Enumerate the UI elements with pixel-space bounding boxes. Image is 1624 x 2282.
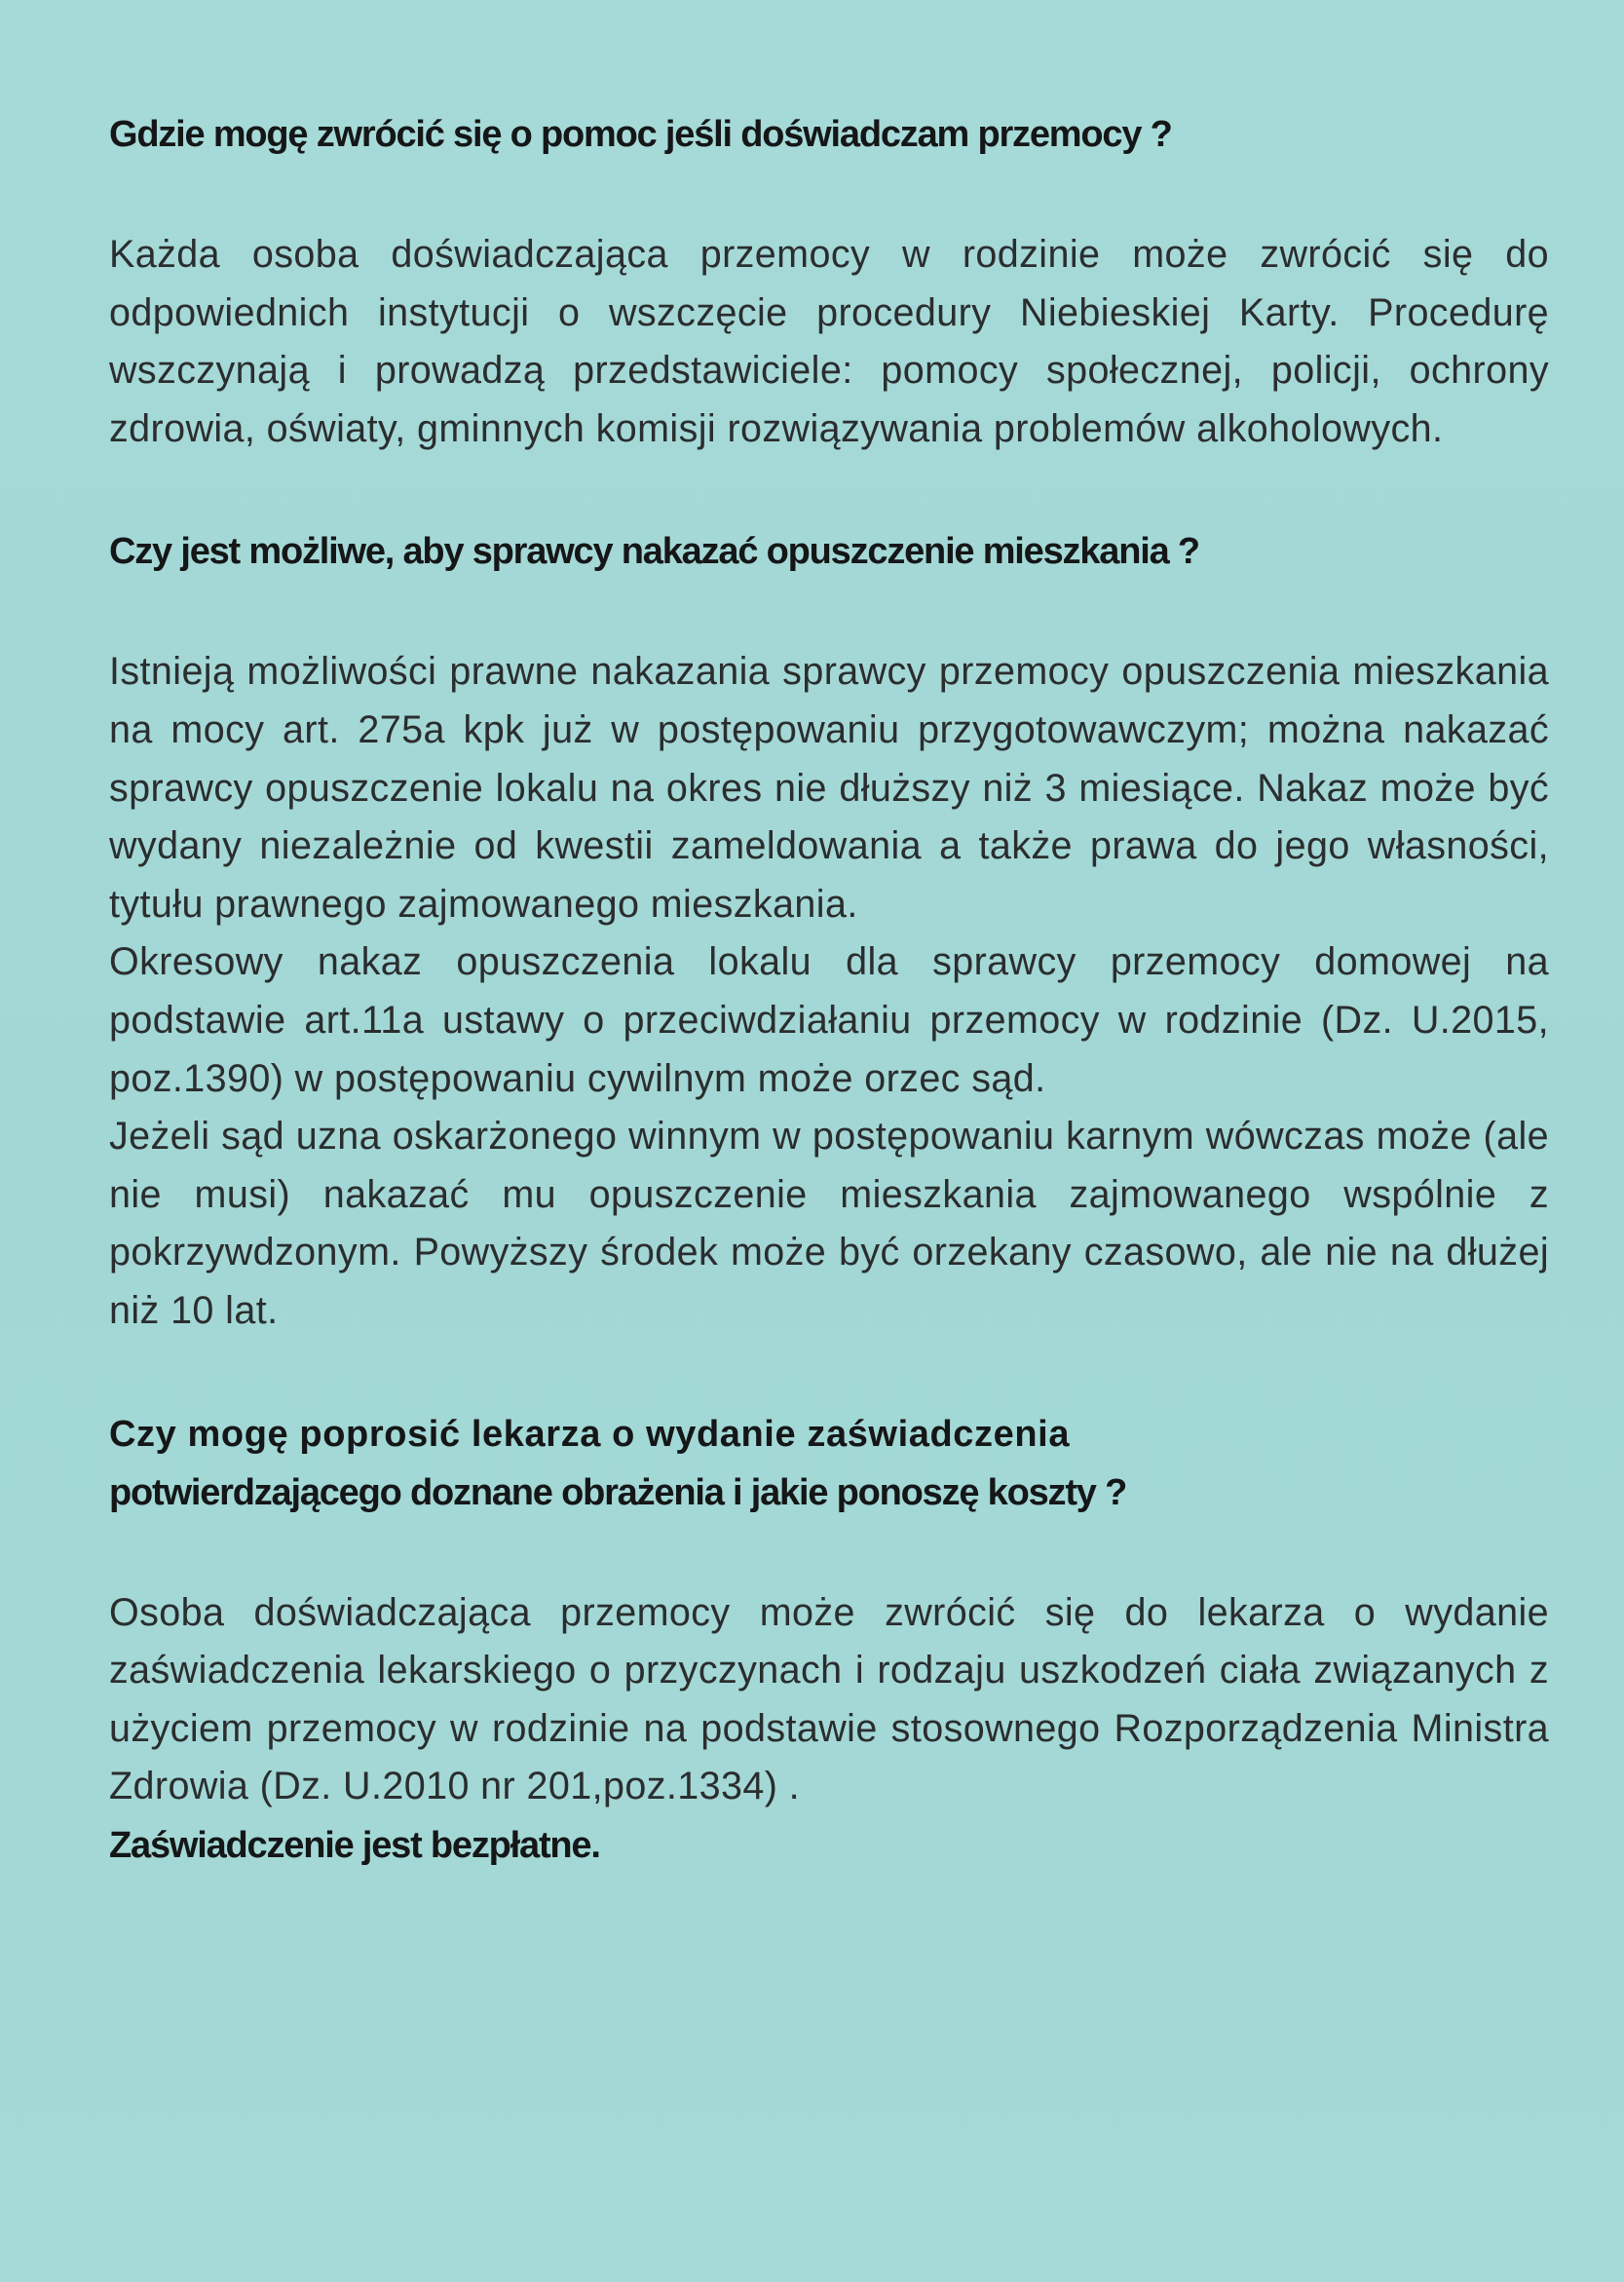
body-paragraph: Osoba doświadczająca przemocy może zwrócić się do lekarza o wydanie zaświadczenia lekarskiego o przyczynach i rodzaju uszkodzeń ciała związanych z użyciem przemocy w rodzinie na podstawie stosownego Rozporządzenia Ministra Zdrowia (Dz. U.2010 nr 201,poz.1334) . (109, 1590, 1549, 1808)
section-heading-line-2: potwierdzającego doznane obrażenia i jakie ponoszę koszty ? (109, 1471, 1127, 1513)
body-paragraph: Jeżeli sąd uzna oskarżonego winnym w postępowaniu karnym wówczas może (ale nie musi) nakazać mu opuszczenie mieszkania zajmowanego wspólnie z pokrzywdzonym. Powyższy środek może być orzekany czasowo, ale nie na dłużej niż 10 lat. (109, 1115, 1549, 1332)
body-paragraph: Istnieją możliwości prawne nakazania sprawcy przemocy opuszczenia mieszkania na mocy art. 275a kpk już w postępowaniu przygotowawczym; można nakazać sprawcy opuszczenie lokalu na okres nie dłuższy niż 3 miesiące. Nakaz może być wydany niezależnie od kwestii zameldowania a także prawa do jego własności, tytułu prawnego zajmowanego mieszkania. (109, 650, 1549, 926)
section-eviction-order (109, 522, 1549, 1340)
section-help-where (109, 105, 1549, 458)
body-paragraph: Każda osoba doświadczająca przemocy w rodzinie może zwrócić się do odpowiednich instytucji o wszczęcie procedury Niebieskiej Karty. Procedurę wszczynają i prowadzą przedstawiciele: pomocy społecznej, policji, ochrony zdrowia, oświaty, gminnych komisji rozwiązywania problemów alkoholowych. (109, 233, 1549, 450)
section-heading: Gdzie mogę zwrócić się o pomoc jeśli doświadczam przemocy ? (109, 114, 1172, 155)
section-medical-certificate (109, 1405, 1549, 1875)
section-heading-line-1: Czy mogę poprosić lekarza o wydanie zaświadczenia (109, 1413, 1071, 1455)
body-paragraph: Okresowy nakaz opuszczenia lokalu dla sprawcy przemocy domowej na podstawie art.11a ustawy o przeciwdziałaniu przemocy w rodzinie (Dz. U.2015, poz.1390) w postępowaniu cywilnym może orzec sąd. (109, 940, 1549, 1100)
section-heading: Czy jest możliwe, aby sprawcy nakazać opuszczenie mieszkania ? (109, 531, 1199, 573)
closing-statement: Zaświadczenie jest bezpłatne. (109, 1824, 600, 1866)
